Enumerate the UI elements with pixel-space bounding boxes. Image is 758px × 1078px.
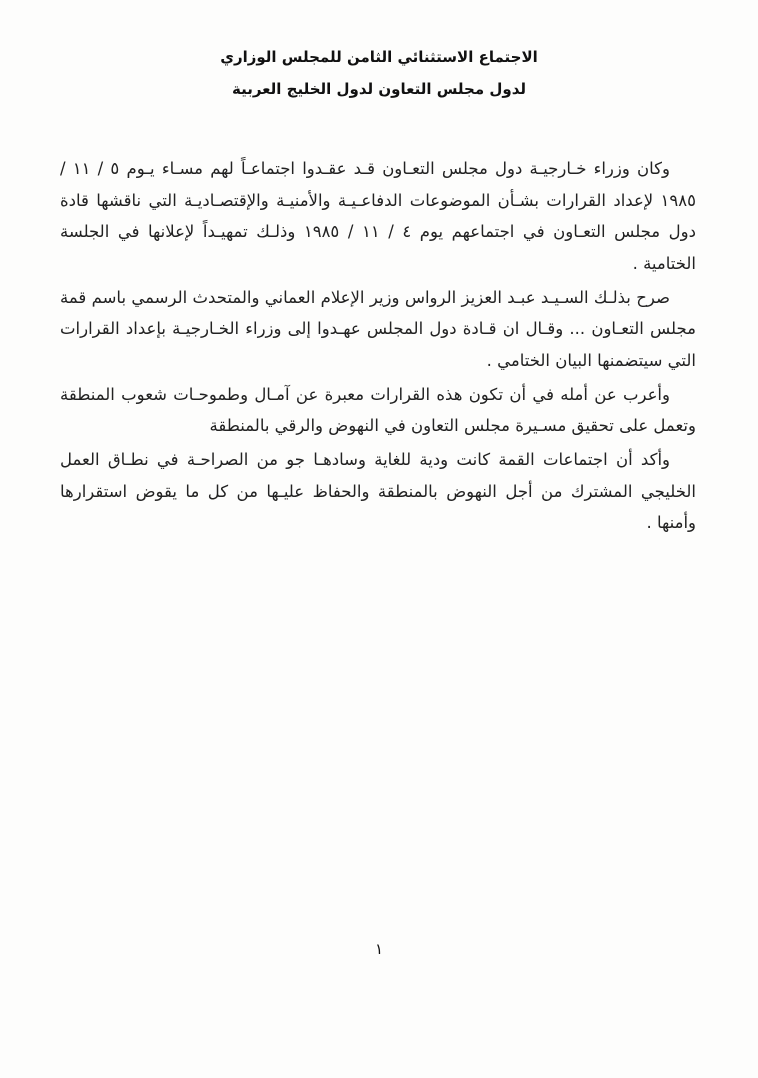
- title-line-1: الاجتماع الاستثنائي الثامن للمجلس الوزاري: [220, 48, 538, 66]
- title-line-2: لدول مجلس التعاون لدول الخليج العربية: [232, 79, 526, 98]
- paragraph: وكان وزراء خـارجيـة دول مجلس التعـاون قـد عقـدوا اجتماعـاً لهم مسـاء يـوم ٥ / ١١ / ١٩٨٥ لإعداد القرارات بشـأن الموضوعات الدفاعـيـة والأمنيـة والإقتصـاديـة التي ناقشها قادة دول مجلس التعـاون في اجتماعهم يوم ٤ / ١١ / ١٩٨٥ وذلـك تمهيـداً لإعلانها في الجلسة الختامية .: [60, 159, 696, 274]
- document-title: [0, 0, 758, 105]
- page-number: ١: [374, 940, 384, 958]
- paragraph: وأعرب عن أمله في أن تكون هذه القرارات معبرة عن آمـال وطموحـات شعوب المنطقة وتعمل على تحقيق مسـيرة مجلس التعاون في النهوض والرقي بالمنطقة: [60, 384, 696, 436]
- paragraph: وأكد أن اجتماعات القمة كانت ودية للغاية وسادهـا جو من الصراحـة في نطـاق العمل الخليجي المشترك من أجل النهوض بالمنطقة والحفاظ عليـها من كل ما يقوض استقرارها وأمنها .: [60, 450, 696, 533]
- paragraph: صرح بذلـك السـيـد عبـد العزيز الرواس وزير الإعلام العماني والمتحدث الرسمي باسم قمة مجلس التعـاون ... وقـال ان قـادة دول المجلس عهـدوا إلى وزراء الخـارجيـة بإعداد القرارات التي سيتضمنها البيان الختامي .: [60, 287, 696, 371]
- document-body: [0, 153, 758, 539]
